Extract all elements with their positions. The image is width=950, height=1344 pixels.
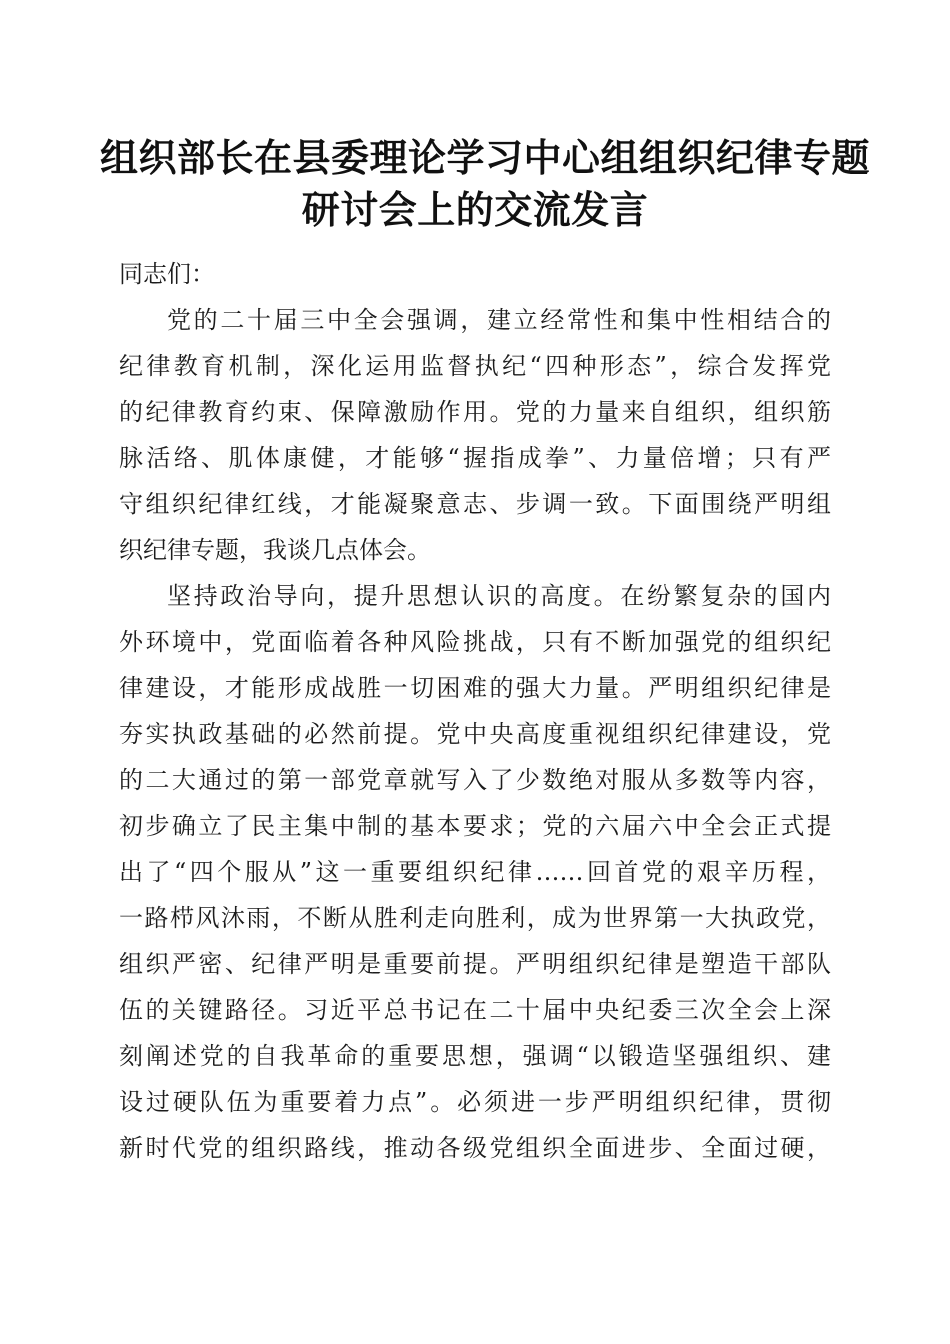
paragraph-line: 夯实执政基础的必然前提。党中央高度重视组织纪律建设，党 bbox=[119, 720, 831, 748]
paragraph-line: 一路栉风沐雨，不断从胜利走向胜利，成为世界第一大执政党， bbox=[119, 904, 831, 932]
title-line-2: 研讨会上的交流发言 bbox=[301, 188, 649, 232]
document-title bbox=[100, 132, 871, 236]
salutation: 同志们： bbox=[119, 260, 215, 288]
paragraph-line: 设过硬队伍为重要着力点”。必须进一步严明组织纪律，贯彻 bbox=[119, 1088, 831, 1116]
paragraph-line: 纪律教育机制，深化运用监督执纪“四种形态”，综合发挥党 bbox=[119, 352, 831, 380]
paragraph-2 bbox=[119, 573, 831, 1171]
paragraph-line: 织纪律专题，我谈几点体会。 bbox=[119, 536, 431, 564]
paragraph-line: 的纪律教育约束、保障激励作用。党的力量来自组织，组织筋 bbox=[119, 398, 831, 426]
paragraph-line: 伍的关键路径。习近平总书记在二十届中央纪委三次全会上深 bbox=[119, 996, 831, 1024]
paragraph-line: 出了“四个服从”这一重要组织纪律……回首党的艰辛历程， bbox=[119, 858, 831, 886]
paragraph-line: 守组织纪律红线，才能凝聚意志、步调一致。下面围绕严明组 bbox=[119, 490, 831, 518]
paragraph-line: 新时代党的组织路线，推动各级党组织全面进步、全面过硬， bbox=[119, 1134, 831, 1162]
paragraph-line: 坚持政治导向，提升思想认识的高度。在纷繁复杂的国内 bbox=[167, 582, 831, 610]
paragraph-line: 律建设，才能形成战胜一切困难的强大力量。严明组织纪律是 bbox=[119, 674, 831, 702]
paragraph-line: 组织严密、纪律严明是重要前提。严明组织纪律是塑造干部队 bbox=[119, 950, 831, 978]
title-line-1: 组织部长在县委理论学习中心组组织纪律专题 bbox=[100, 136, 871, 180]
document-body bbox=[119, 251, 831, 1171]
paragraph-line: 党的二十届三中全会强调，建立经常性和集中性相结合的 bbox=[167, 306, 831, 334]
paragraph-line: 外环境中，党面临着各种风险挑战，只有不断加强党的组织纪 bbox=[119, 628, 831, 656]
paragraph-line: 脉活络、肌体康健，才能够“握指成拳”、力量倍增；只有严 bbox=[119, 444, 831, 472]
paragraph-1 bbox=[119, 297, 831, 573]
paragraph-line: 初步确立了民主集中制的基本要求；党的六届六中全会正式提 bbox=[119, 812, 831, 840]
paragraph-line: 刻阐述党的自我革命的重要思想，强调“以锻造坚强组织、建 bbox=[119, 1042, 831, 1070]
paragraph-line: 的二大通过的第一部党章就写入了少数绝对服从多数等内容， bbox=[119, 766, 831, 794]
